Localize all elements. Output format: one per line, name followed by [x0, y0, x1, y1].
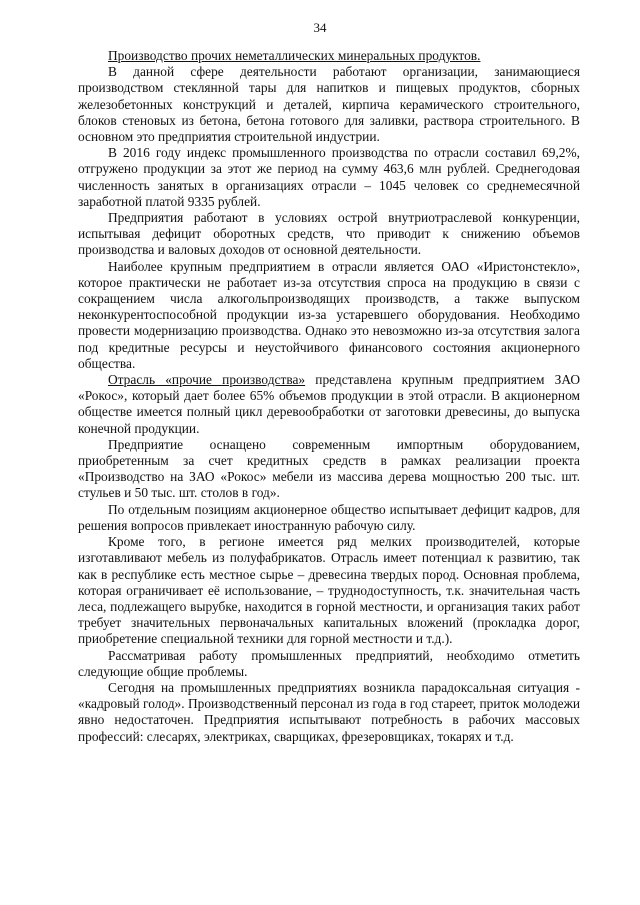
section-intro-other-production [78, 372, 580, 437]
paragraph: В данной сфере деятельности работают организации, занимающиеся производством стеклянной тары для напитков и пищевых продуктов, сборных железобетонных конструкций и деталей, кирпича керамического строительного, блоков стеновых из бетона, бетона готового для заливки, раствора строительного. В основном это предприятия строительной индустрии. [78, 64, 580, 145]
page-number: 34 [313, 20, 327, 35]
paragraph: В 2016 году индекс промышленного производства по отрасли составил 69,2%, отгружено продукции за этот же период на сумму 463,6 млн рублей. Среднегодовая численность занятых в организациях отрасли – 1045 человек со среднемесячной заработной платой 9335 рублей. [78, 145, 580, 209]
section-heading-nonmetallic [78, 48, 580, 64]
paragraph: Кроме того, в регионе имеется ряд мелких производителей, которые изготавливают мебель из полуфабрикатов. Отрасль имеет потенциал к развитию, так как в республике есть местное сырье – древесина твердых пород. Основная проблема, которая ограничивает её использование, – труднодоступность, т.к. значительная часть леса, подлежащего вырубке, находится в горной местности, и организация таких работ требует значительных первоначальных капитальных вложений (прокладка дорог, приобретение специальной техники для горной местности и т.д.). [78, 534, 580, 647]
paragraph: Предприятия работают в условиях острой внутриотраслевой конкуренции, испытывая дефицит оборотных средств, что приводит к снижению объемов производства и валовых доходов от основной деятельности. [78, 210, 580, 258]
heading-nonmetallic-text: Производство прочих неметаллических минеральных продуктов. [108, 48, 481, 63]
paragraph: Предприятие оснащено современным импортным оборудованием, приобретенным за счет кредитных средств в рамках реализации проекта «Производство на ЗАО «Рокос» мебели из массива дерева мощностью 200 тыс. шт. стульев и 50 тыс. шт. столов в год». [78, 436, 580, 501]
paragraph: Рассматривая работу промышленных предприятий, необходимо отметить следующие общие проблемы. [78, 647, 580, 679]
paragraph: Сегодня на промышленных предприятиях возникла парадоксальная ситуация - «кадровый голод». Производственный персонал из года в год стареет, приток молодежи явно недостаточен. Предприятия испытывают потребность в рабочих массовых профессий: слесарях, электриках, сварщиках, фрезеровщиках, токарях и т.д. [78, 679, 580, 744]
paragraph: По отдельным позициям акционерное общество испытывает дефицит кадров, для решения вопросов привлекает иностранную рабочую силу. [78, 501, 580, 533]
page-content [78, 48, 580, 745]
heading-other-production-text: Отрасль «прочие производства» [108, 372, 306, 388]
paragraph: Наиболее крупным предприятием в отрасли является ОАО «Иристонстекло», которое практически не работает из-за отсутствия спроса на продукцию в связи с сокращением числа алкогольпроизводящих производств, а также выпуском неконкурентоспособной продукции из-за устаревшего оборудования. Необходимо провести модернизацию производства. Однако это невозможно из-за отсутствия залога под кредитные ресурсы и неустойчивого финансового состояния акционерного общества. [78, 258, 580, 371]
section-intro-rest: представлена крупным предприятием ЗАО «Рокос», который дает более 65% объемов продукции в этой отрасли. В акционерном обществе имеется полный цикл деревообработки от заготовки древесины, до выпуска конечной продукции. [78, 372, 580, 436]
